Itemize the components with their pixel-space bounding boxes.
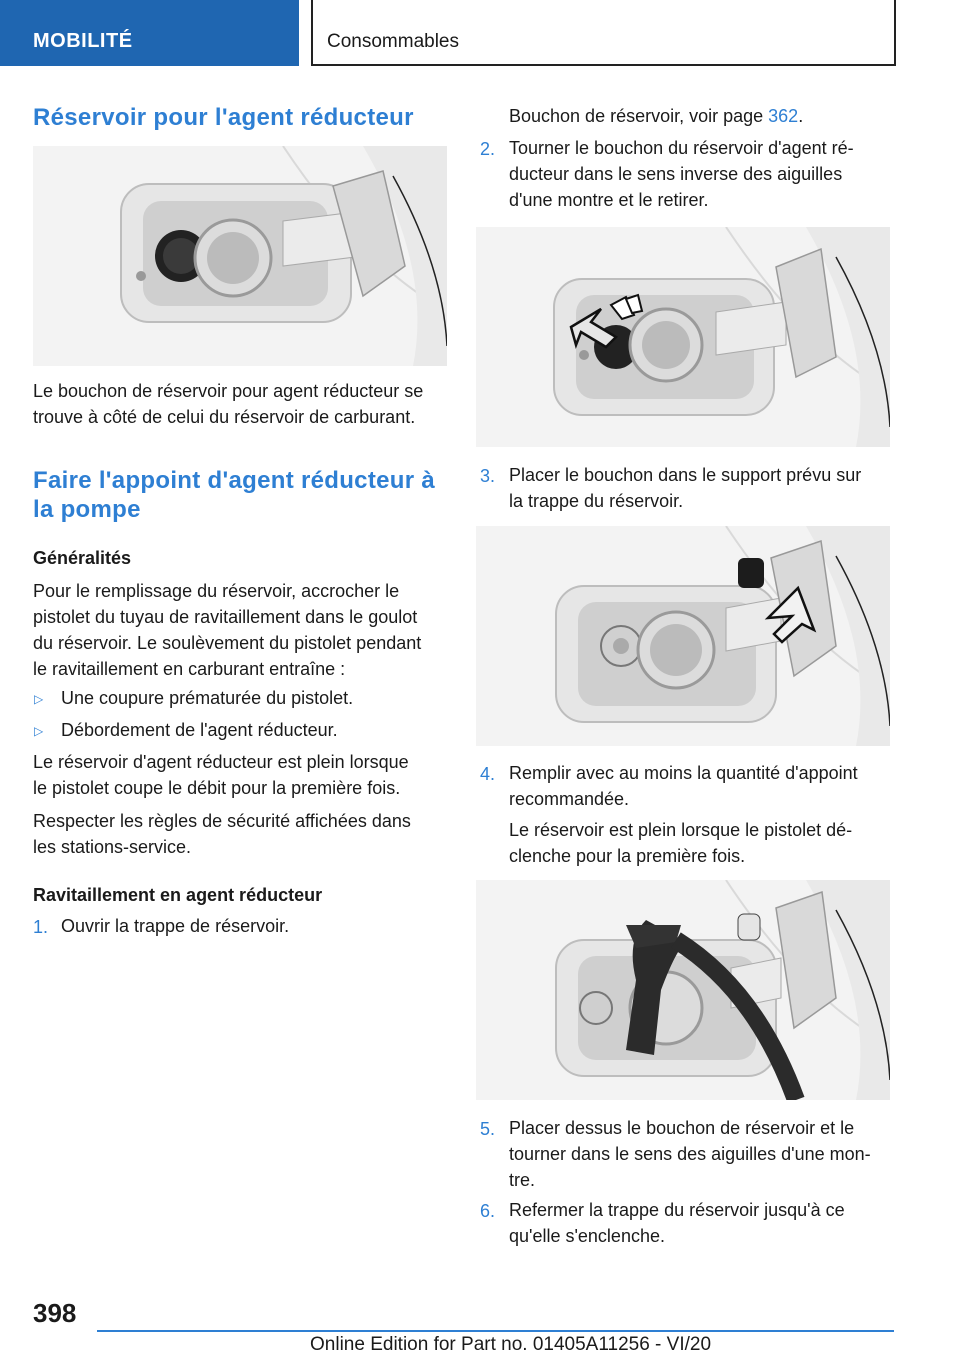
- general-line-1: Pour le remplissage du réservoir, accrocher le: [33, 581, 400, 601]
- figure-filler-cap-overview: [33, 146, 447, 366]
- footer-divider: [97, 1330, 894, 1332]
- step-5-line-3: tre.: [509, 1170, 536, 1190]
- general-line-4: le ravitaillement en carburant entraîne :: [33, 659, 346, 679]
- bullet-icon: ▷: [34, 692, 44, 706]
- figure-remove-cap: [476, 227, 890, 447]
- step-number: 3.: [480, 466, 496, 486]
- footer-edition: Online Edition for Part no. 01405A11256 - VI/20: [310, 1334, 712, 1355]
- general-line-3: du réservoir. Le soulèvement du pistolet pendant: [33, 633, 422, 653]
- step-3-line-2: la trappe du réservoir.: [509, 491, 684, 511]
- safety-line-1: Respecter les règles de sécurité affichées dans: [33, 811, 411, 831]
- step-number: 5.: [480, 1119, 496, 1139]
- step-number: 4.: [480, 764, 496, 784]
- section-tab: [0, 0, 299, 66]
- step-6-line-2: qu'elle s'enclenche.: [509, 1226, 665, 1246]
- safety-line-2: les stations-service.: [33, 837, 192, 857]
- step-5-line-2: tourner dans le sens des aiguilles d'une mon‐: [509, 1144, 871, 1164]
- intro-line-1: Le bouchon de réservoir pour agent réducteur se: [33, 381, 424, 401]
- step-4-line-1: Remplir avec au moins la quantité d'appoint: [509, 763, 858, 783]
- step-5-line-1: Placer dessus le bouchon de réservoir et le: [509, 1118, 855, 1138]
- figure-cap-on-holder: [476, 526, 890, 746]
- page-link[interactable]: 362: [768, 106, 799, 126]
- page-number: 398: [33, 1298, 77, 1328]
- step-2-line-1: Tourner le bouchon du réservoir d'agent ré‐: [509, 138, 854, 158]
- step-number: 6.: [480, 1201, 496, 1221]
- chapter-title: Consommables: [327, 31, 459, 52]
- heading-general: Généralités: [33, 548, 132, 568]
- step-number: 2.: [480, 139, 496, 159]
- full-line-2: le pistolet coupe le débit pour la première fois.: [33, 778, 401, 798]
- full-line-1: Le réservoir d'agent réducteur est plein lorsque: [33, 752, 409, 772]
- heading-refuel: Ravitaillement en agent réducteur: [33, 885, 323, 905]
- section-title: MOBILITÉ: [33, 30, 133, 52]
- bullet-icon: ▷: [34, 724, 44, 738]
- step-2-line-3: d'une montre et le retirer.: [509, 190, 709, 210]
- bullet-2: Débordement de l'agent réducteur.: [61, 720, 338, 740]
- step-number: 1.: [33, 917, 49, 937]
- step-4-note-line-1: Le réservoir est plein lorsque le pistolet dé‐: [509, 820, 853, 840]
- step-2-line-2: ducteur dans le sens inverse des aiguilles: [509, 164, 843, 184]
- step-1: Ouvrir la trappe de réservoir.: [61, 916, 290, 936]
- step-4-line-2: recommandée.: [509, 789, 630, 809]
- heading-reservoir: Réservoir pour l'agent réducteur: [33, 104, 414, 131]
- chapter-header: [311, 0, 896, 66]
- step-4-note-line-2: clenche pour la première fois.: [509, 846, 746, 866]
- step-6-line-1: Refermer la trappe du réservoir jusqu'à ce: [509, 1200, 845, 1220]
- step-1-continued: Bouchon de réservoir, voir page 362.: [509, 106, 804, 126]
- general-line-2: pistolet du tuyau de ravitaillement dans le goulot: [33, 607, 418, 627]
- figure-refill-nozzle: [476, 880, 890, 1100]
- step-3-line-1: Placer le bouchon dans le support prévu sur: [509, 465, 862, 485]
- heading-refill-line-2: la pompe: [33, 496, 141, 523]
- heading-refill-line-1: Faire l'appoint d'agent réducteur à: [33, 467, 435, 494]
- intro-line-2: trouve à côté de celui du réservoir de carburant.: [33, 407, 416, 427]
- bullet-1: Une coupure prématurée du pistolet.: [61, 688, 354, 708]
